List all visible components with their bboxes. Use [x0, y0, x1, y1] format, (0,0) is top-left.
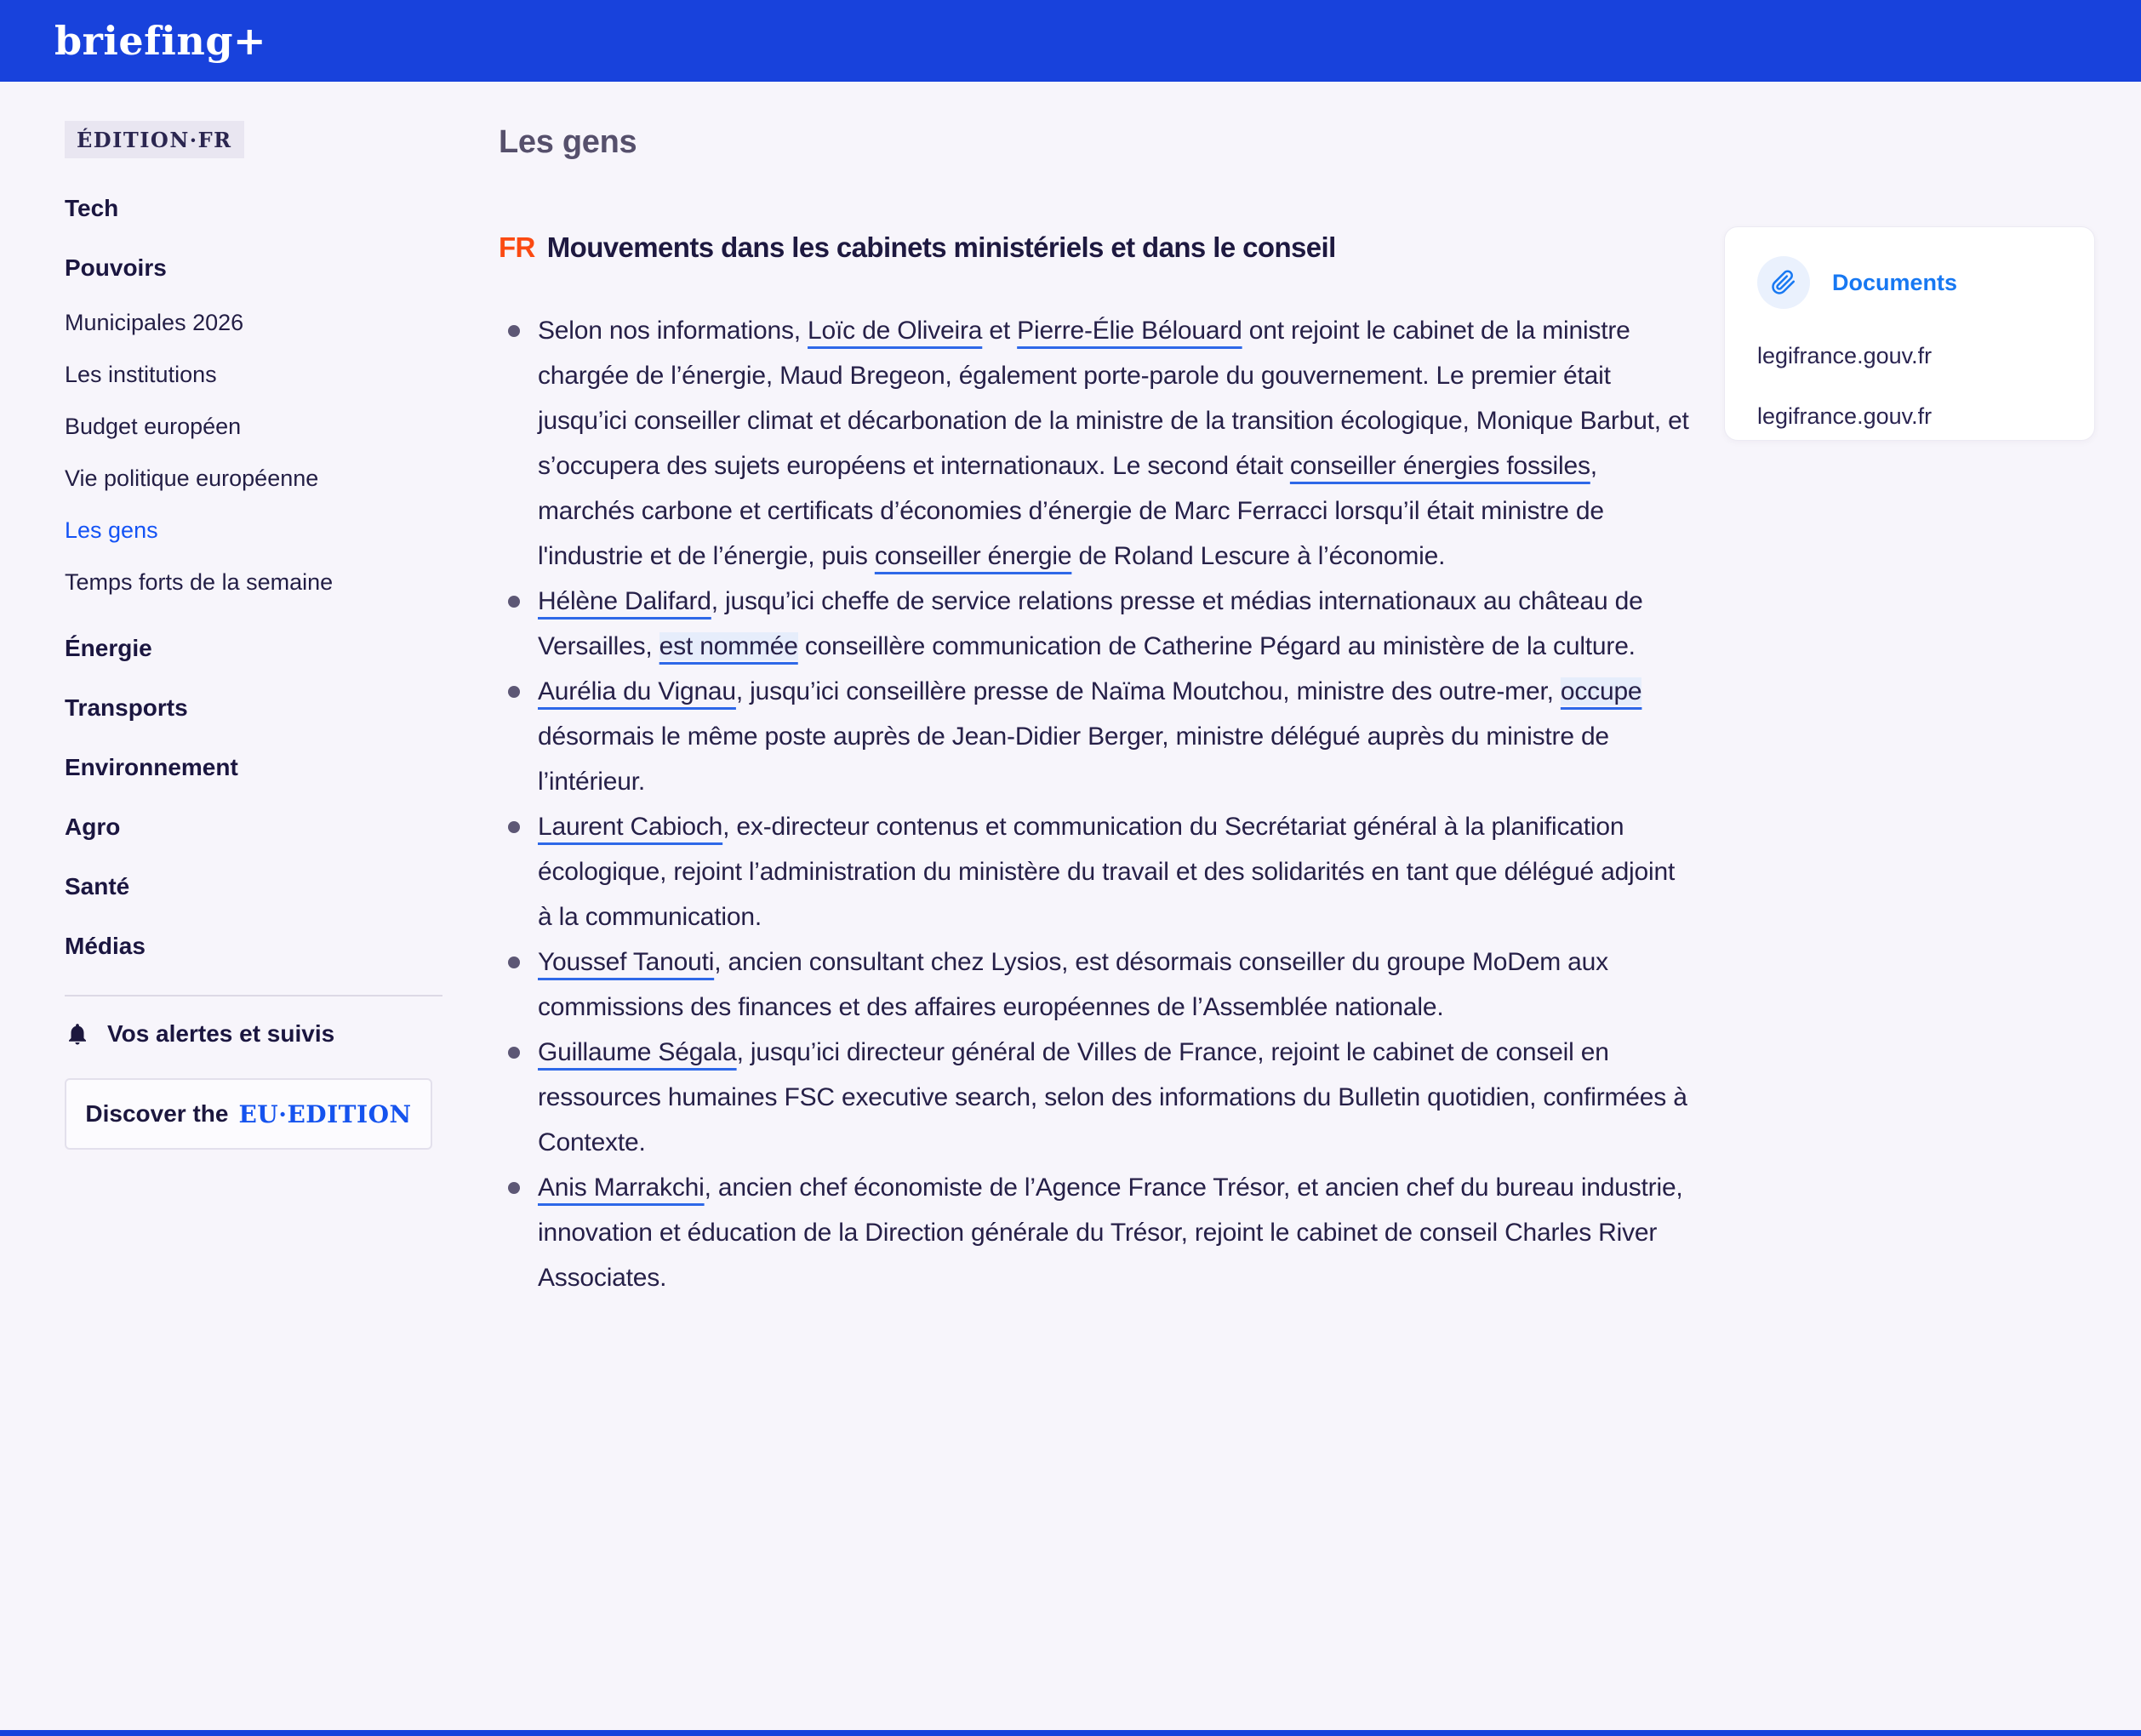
text-segment: , jusqu’ici cheffe de service relations presse et médias internationaux au château de Versailles,	[538, 587, 1643, 660]
text-segment: ont rejoint le cabinet de la ministre chargée de l’énergie, Maud Bregeon, également porte-parole du gouvernement. Le premier était jusqu’ici conseiller climat et décarbonation de la ministre de la transition écologique, Monique Barbut, et s’occupera des sujets européens et internationaux. Le second était	[538, 317, 1689, 480]
sidebar-item-sante[interactable]: Santé	[65, 873, 130, 899]
documents-header	[1757, 256, 2062, 309]
sidebar-item-tech[interactable]: Tech	[65, 195, 119, 221]
people-list	[499, 308, 1690, 1300]
sidebar-item-energie[interactable]: Énergie	[65, 635, 152, 661]
text-segment: conseillère communication de Catherine Pégard au ministère de la culture.	[797, 632, 1636, 660]
inline-link[interactable]: Pierre-Élie Bélouard	[1017, 317, 1242, 345]
text-segment: de Roland Lescure à l’économie.	[1071, 542, 1446, 570]
sidebar-divider	[65, 995, 442, 996]
text-segment: Selon nos informations,	[538, 317, 808, 345]
document-link[interactable]: legifrance.gouv.fr	[1757, 403, 1933, 429]
sidebar-nav	[65, 194, 442, 961]
text-segment: , marchés carbone et certificats d’économies d’énergie de Marc Ferracci lorsqu’il était ministre de l'industrie et de l’énergie, puis	[538, 452, 1604, 570]
page-title: Les gens	[499, 124, 637, 160]
inline-link-highlighted[interactable]: occupe	[1560, 677, 1642, 705]
sidebar-item-les-institutions[interactable]: Les institutions	[65, 362, 217, 387]
list-item	[499, 308, 1690, 579]
sidebar-item-vie-politique-europeenne[interactable]: Vie politique européenne	[65, 465, 319, 491]
sidebar-item-transports[interactable]: Transports	[65, 694, 188, 721]
sidebar-item-medias[interactable]: Médias	[65, 933, 146, 959]
alerts-label: Vos alertes et suivis	[107, 1020, 335, 1047]
text-segment: , ancien consultant chez Lysios, est désormais conseiller du groupe MoDem aux commissions des finances et des affaires européennes de l’Assemblée nationale.	[538, 948, 1608, 1021]
sidebar-item-budget-europeen[interactable]: Budget européen	[65, 414, 242, 439]
article-title-text: Mouvements dans les cabinets ministériels et dans le conseil	[546, 231, 1336, 263]
sidebar-item-municipales-2026[interactable]: Municipales 2026	[65, 310, 244, 335]
documents-title: Documents	[1832, 269, 1958, 295]
paperclip-icon	[1757, 256, 1810, 309]
text-segment: , ancien chef économiste de l’Agence France Trésor, et ancien chef du bureau industrie, innovation et éducation de la Direction générale du Trésor, rejoint le cabinet de conseil Charles River Associates.	[538, 1174, 1683, 1292]
text-segment: et	[982, 317, 1018, 345]
inline-link[interactable]: conseiller énergie	[874, 542, 1072, 570]
top-header-bar	[0, 0, 2141, 82]
discover-prefix: Discover the	[85, 1100, 229, 1127]
documents-panel	[1724, 226, 2095, 441]
list-item	[499, 669, 1690, 804]
inline-link-highlighted[interactable]: est nommée	[659, 632, 798, 660]
inline-link[interactable]: Loïc de Oliveira	[808, 317, 983, 345]
list-item	[499, 804, 1690, 939]
article-title	[499, 230, 1690, 266]
eu-edition-brand: EU·EDITION	[238, 1099, 412, 1128]
inline-link[interactable]: Youssef Tanouti	[538, 948, 715, 976]
list-item	[499, 1165, 1690, 1300]
inline-link[interactable]: Guillaume Ségala	[538, 1038, 737, 1066]
alerts-and-follows[interactable]	[65, 1020, 442, 1048]
list-item	[499, 579, 1690, 669]
sidebar-item-les-gens[interactable]: Les gens	[65, 517, 158, 543]
list-item	[499, 1030, 1690, 1165]
inline-link[interactable]: conseiller énergies fossiles	[1289, 452, 1590, 480]
sidebar-item-pouvoirs[interactable]: Pouvoirs	[65, 254, 167, 281]
bell-icon	[65, 1021, 90, 1047]
sidebar-item-environnement[interactable]: Environnement	[65, 754, 238, 780]
bottom-blue-bar	[0, 1730, 2141, 1736]
discover-eu-edition-button[interactable]	[65, 1078, 432, 1150]
fr-edition-tag: FR	[499, 231, 535, 263]
inline-link[interactable]: Hélène Dalifard	[538, 587, 711, 615]
sidebar	[65, 121, 442, 1150]
text-segment: , ex-directeur contenus et communication du Secrétariat général à la planification écologique, rejoint l’administration du ministère du travail et des solidarités en tant que délégué adjoint à la communication.	[538, 813, 1676, 931]
inline-link[interactable]: Laurent Cabioch	[538, 813, 723, 841]
inline-link[interactable]: Aurélia du Vignau	[538, 677, 736, 705]
list-item	[499, 939, 1690, 1030]
inline-link[interactable]: Anis Marrakchi	[538, 1174, 705, 1202]
text-segment: , jusqu’ici directeur général de Villes de France, rejoint le cabinet de conseil en ressources humaines FSC executive search, selon des informations du Bulletin quotidien, confirmées à Contexte.	[538, 1038, 1687, 1156]
briefing-plus-logo[interactable]: briefing+	[54, 18, 267, 64]
edition-fr-badge: ÉDITION·FR	[65, 121, 244, 158]
text-segment: désormais le même poste auprès de Jean-Didier Berger, ministre délégué auprès du ministre de l’intérieur.	[538, 722, 1609, 796]
text-segment: , jusqu’ici conseillère presse de Naïma Moutchou, ministre des outre-mer,	[735, 677, 1561, 705]
documents-links	[1757, 343, 2062, 430]
sidebar-item-agro[interactable]: Agro	[65, 814, 121, 840]
article	[499, 230, 1690, 1300]
document-link[interactable]: legifrance.gouv.fr	[1757, 343, 1933, 368]
sidebar-item-temps-forts-de-la-semaine[interactable]: Temps forts de la semaine	[65, 569, 334, 595]
